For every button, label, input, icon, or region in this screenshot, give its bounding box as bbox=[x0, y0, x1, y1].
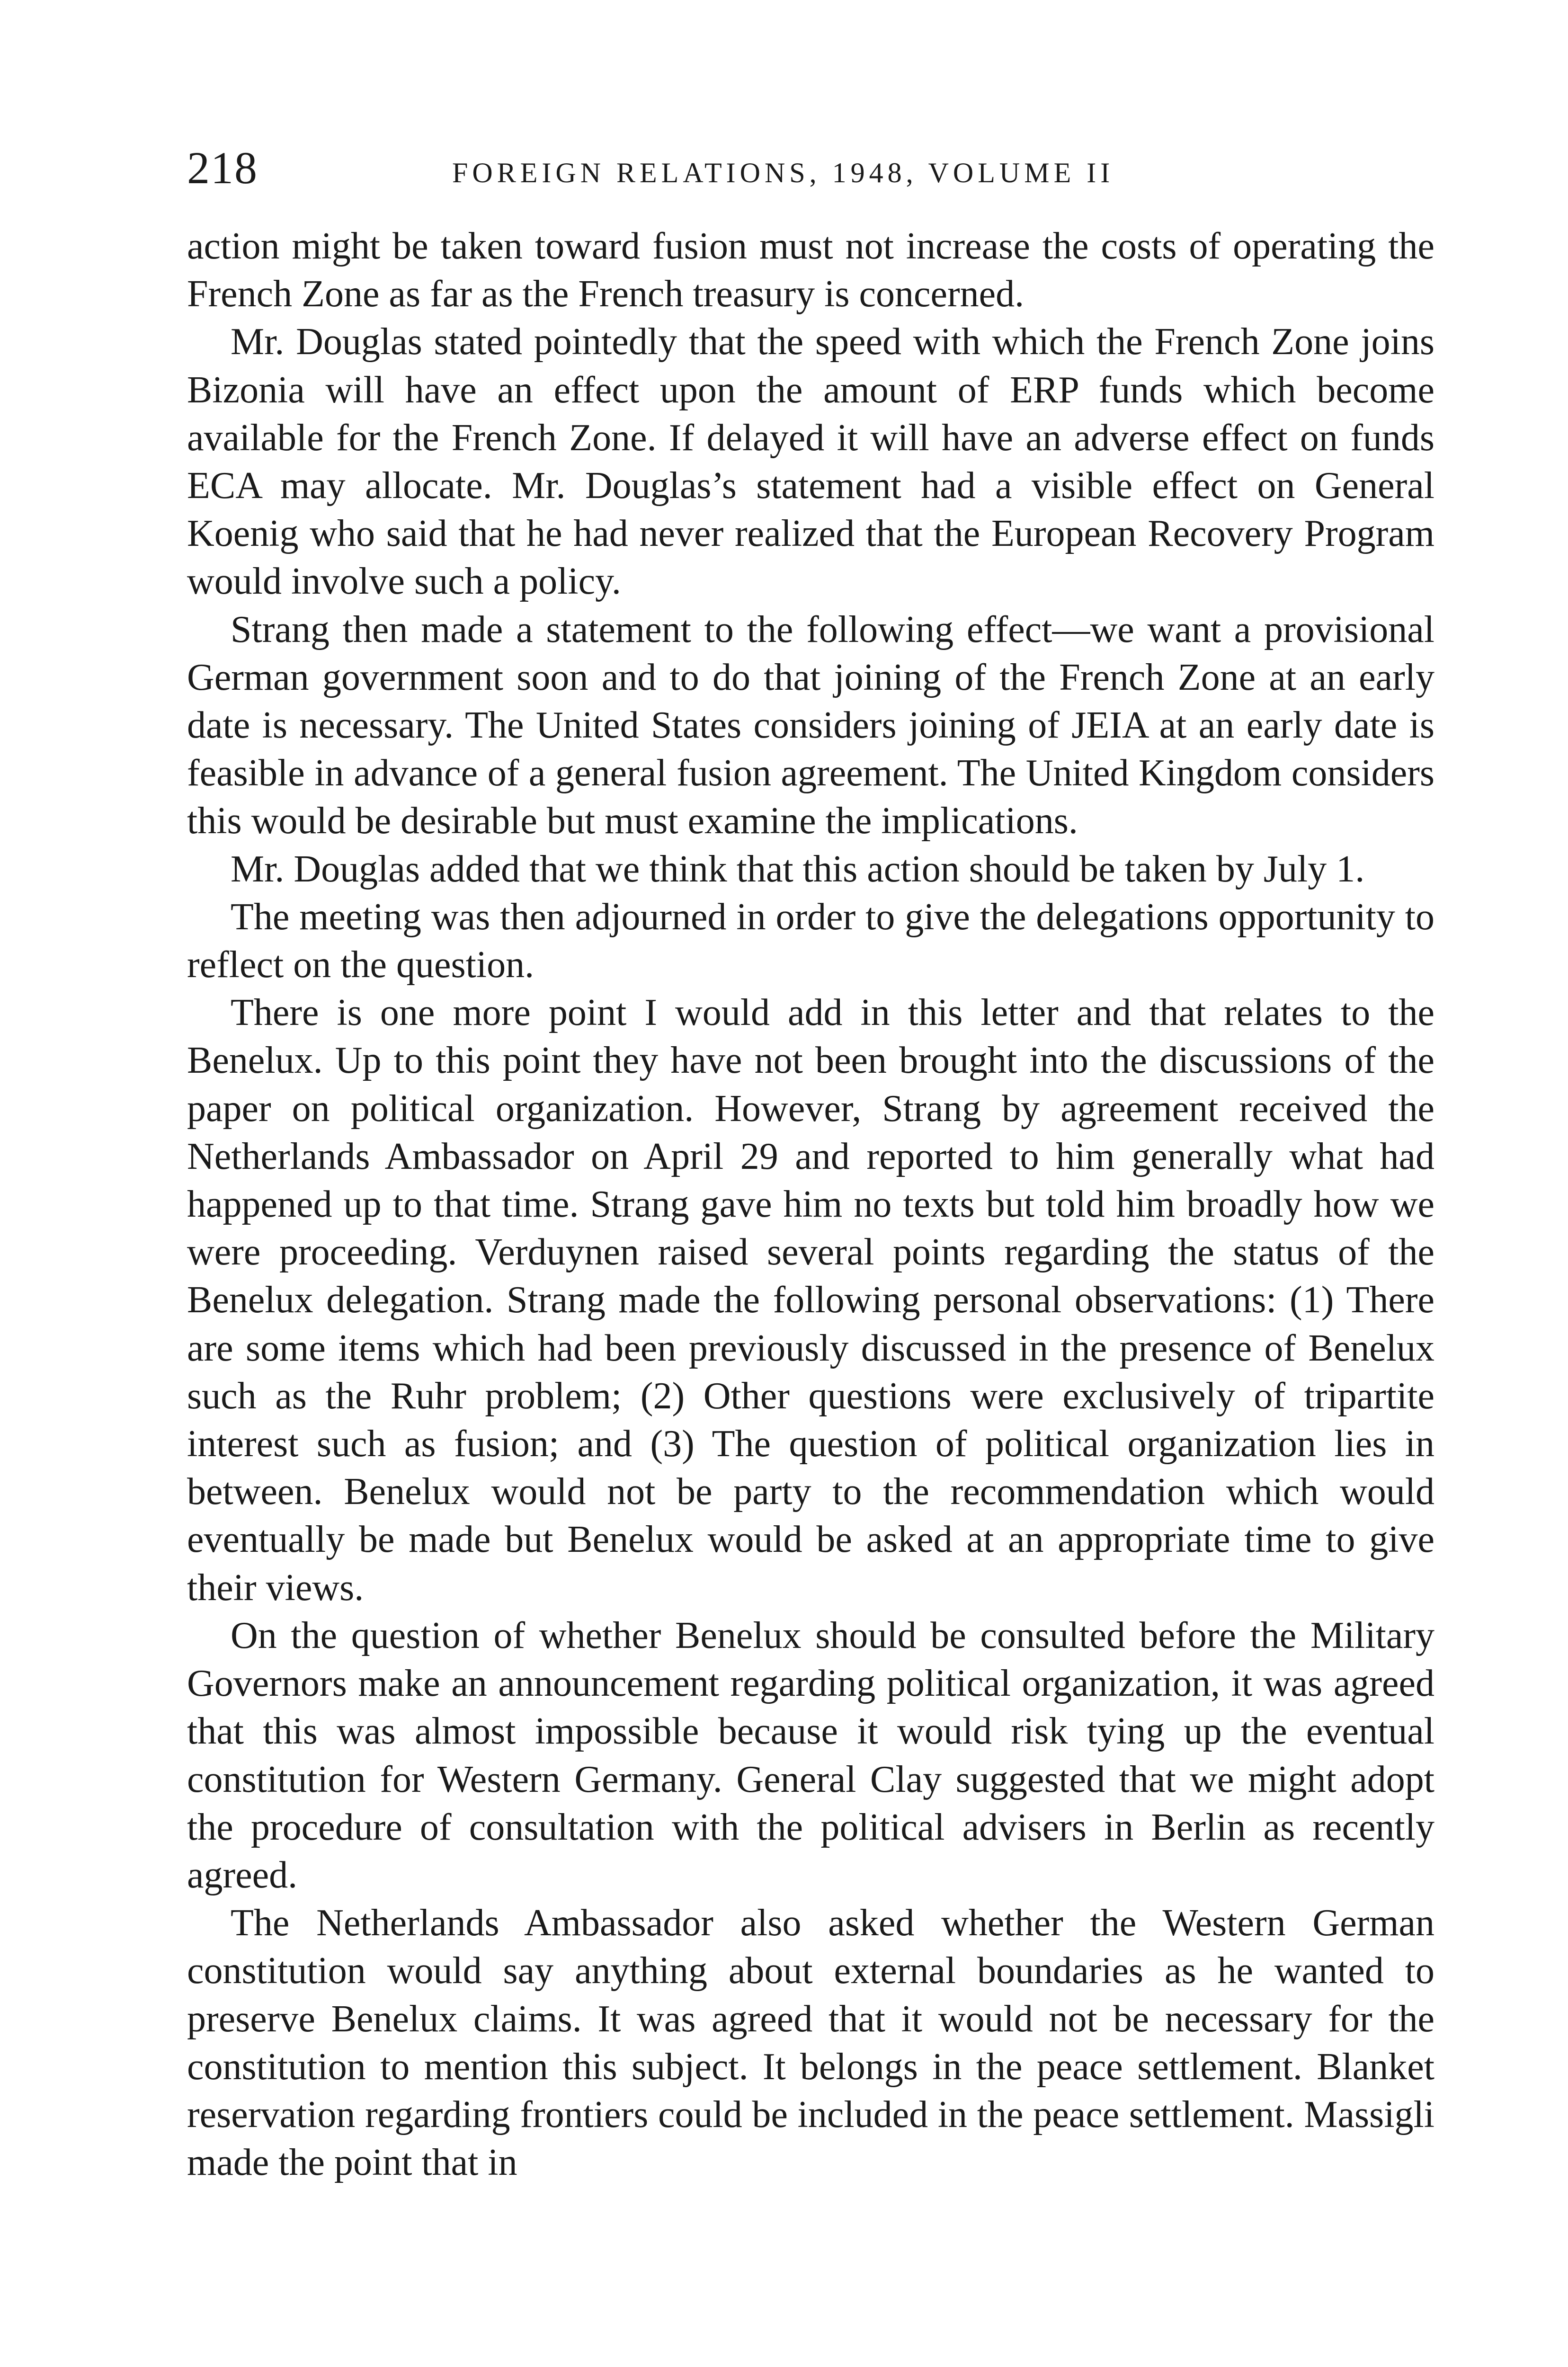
paragraph: On the question of whether Benelux should be consulted before the Military Governors make an announcement regarding political organization, it was agreed that this was almost impossible because it would risk tying up the eventual constitution for Western Germany. General Clay suggested that we might adopt the procedure of consultation with the political advisers in Berlin as recently agreed. bbox=[187, 1614, 1434, 1896]
running-head: FOREIGN RELATIONS, 1948, VOLUME II bbox=[452, 157, 1114, 188]
paragraph: There is one more point I would add in this letter and that relates to the Benelux. Up to this point they have not been brought into the discussions of the paper on political organization. However, Strang by agreement received the Netherlands Ambassador on April 29 and reported to him generally what had happened up to that time. Strang gave him no texts but told him broadly how we were proceeding. Verduynen raised several points regarding the status of the Benelux delegation. Strang made the following personal observations: (1) There are some items which had been previously discussed in the presence of Benelux such as the Ruhr problem; (2) Other questions were exclusively of tripartite interest such as fusion; and (3) The question of political organization lies in between. Benelux would not be party to the recommendation which would eventually be made but Benelux would be asked at an appropriate time to give their views. bbox=[187, 992, 1434, 1609]
paragraph: Mr. Douglas added that we think that this action should be taken by July 1. bbox=[231, 848, 1365, 890]
paragraph: The Netherlands Ambassador also asked whether the Western German constitution would say anything about external boundaries as he wanted to preserve Benelux claims. It was agreed that it would not be necessary for the constitution to mention this subject. It belongs in the peace settlement. Blanket reservation regarding frontiers could be included in the peace settlement. Massigli made the point that in bbox=[187, 1902, 1434, 2184]
paragraph: action might be taken toward fusion must not increase the costs of operating the French Zone as far as the French treasury is concerned. bbox=[187, 225, 1434, 315]
page-number: 218 bbox=[187, 142, 258, 193]
page-header bbox=[187, 142, 1434, 194]
body-text bbox=[187, 222, 1434, 2187]
paragraph: Strang then made a statement to the following effect—we want a provisional German government soon and to do that joining of the French Zone at an early date is necessary. The United States considers joining of JEIA at an early date is feasible in advance of a general fusion agreement. The United Kingdom considers this would be desirable but must examine the implications. bbox=[187, 608, 1434, 842]
paragraph: The meeting was then adjourned in order to give the delegations opportunity to reflect on the question. bbox=[187, 896, 1434, 986]
paragraph: Mr. Douglas stated pointedly that the speed with which the French Zone joins Bizonia will have an effect upon the amount of ERP funds which become available for the French Zone. If delayed it will have an adverse effect on funds ECA may allocate. Mr. Douglas’s statement had a visible effect on General Koenig who said that he had never realized that the European Recovery Program would involve such a policy. bbox=[187, 321, 1434, 603]
